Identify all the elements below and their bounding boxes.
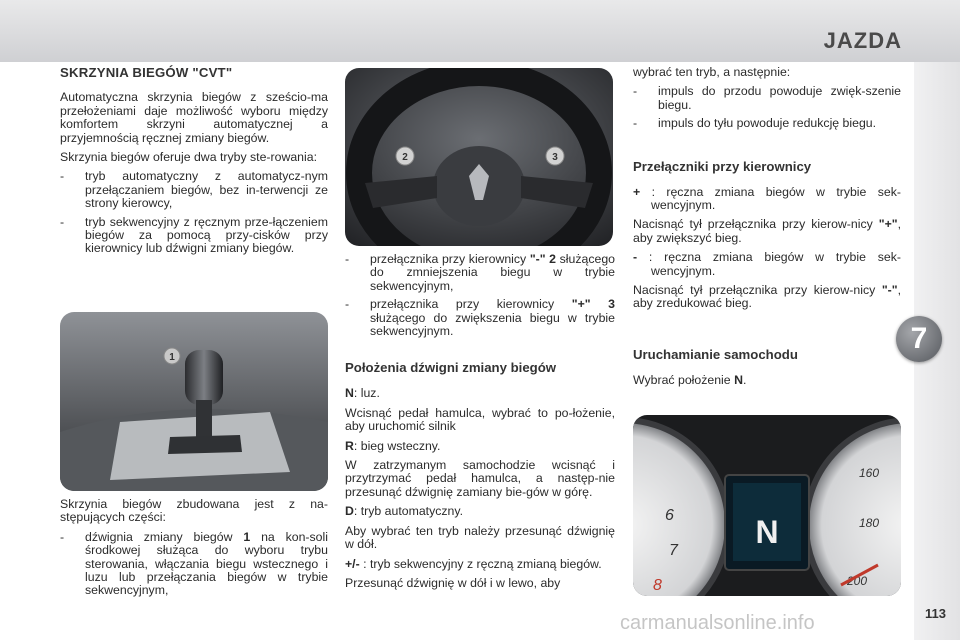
start-instruction-key: N: [734, 372, 743, 387]
minus-label: : ręczna zmiana biegów w trybie sek-wencyjnym.: [637, 250, 901, 278]
gear-callout-1: 1: [169, 352, 175, 363]
position-n-key: N: [345, 386, 354, 401]
modes-list: [60, 170, 328, 255]
column-3: [633, 66, 901, 393]
column-1-bottom: [60, 498, 328, 604]
plus-instruction-text-end: , aby zwiększyć bieg.: [633, 217, 901, 245]
paddle-plus-text: przełącznika przy kierownicy: [370, 297, 572, 312]
minus-instruction: [633, 284, 901, 311]
part-item-lever-number: 1: [243, 529, 251, 544]
paddle-plus-key: "+" 3: [571, 297, 615, 312]
position-r-text: W zatrzymanym samochodzie wcisnąć i przytrzymać pedał hamulca, a następ-nie przesunąć dźwignię zamiany bie-gów w górę.: [345, 458, 615, 499]
paddle-minus-text-end: służącego do zmniejszenia biegu w trybie sekwencyjnym,: [370, 252, 615, 293]
impulse-forward: - impuls do przodu powoduje zwięk-szenie biegu.: [633, 85, 901, 112]
minus-definitions: [633, 251, 901, 278]
part-item-lever-text: dźwignia zmiany biegów: [85, 529, 244, 544]
dash-gear-indicator: N: [755, 514, 779, 550]
paddle-minus-item: [345, 253, 615, 293]
minus-instruction-text-end: , aby zredukować bieg.: [633, 283, 901, 311]
chapter-title: JAZDA: [823, 28, 902, 53]
steering-wheel-photo: [345, 68, 613, 246]
continuation-text: wybrać ten tryb, a następnie:: [633, 65, 791, 79]
column-2: [345, 253, 615, 596]
modes-intro: Skrzynia biegów oferuje dwa tryby ste-rowania:: [60, 150, 317, 165]
parts-list: [60, 531, 328, 598]
speedo-label-160: 160: [859, 466, 880, 480]
impulse-list: [633, 85, 901, 130]
paddle-plus-item: [345, 298, 615, 338]
position-r-key: R: [345, 438, 354, 453]
paddle-plus-text-end: służącego do zwiększenia biegu w trybie sekwencyjnym.: [370, 310, 615, 339]
position-r-label: : bieg wsteczny.: [353, 438, 441, 453]
positions-list: [345, 387, 615, 590]
section-heading-positions: Położenia dźwigni zmiany biegów: [345, 360, 557, 376]
gear-lever-photo: [60, 312, 328, 491]
position-seq: [345, 558, 615, 571]
wheel-callout-3: 3: [552, 152, 558, 163]
paddles-list: [345, 253, 615, 338]
position-d-label: : tryb automatyczny.: [353, 504, 464, 519]
part-item-lever-text-end: na kon-soli środkowej służąca do wyboru trybu sterowania, włączania biegu wstecznego i luzu lub przełączania biegów w trybie sekwencyjnym,: [85, 529, 328, 598]
plus-instruction-text: Nacisnąć tył przełącznika przy kierow-nicy: [633, 217, 879, 232]
impulse-backward: - impuls do tyłu powoduje redukcję biegu.: [633, 117, 901, 130]
section-heading-cvt: SKRZYNIA BIEGÓW "CVT": [60, 65, 233, 80]
section-heading-paddles: Przełączniki przy kierownicy: [633, 158, 812, 174]
column-1: [60, 66, 328, 262]
plus-label: : ręczna zmiana biegów w trybie sek-wencyjnym.: [640, 184, 901, 213]
paddle-minus-key: "-" 2: [529, 252, 557, 266]
start-instruction-text: Wybrać położenie: [633, 372, 735, 387]
parts-intro: Skrzynia biegów zbudowana jest z na-stępujących części:: [60, 497, 328, 525]
plus-key: +: [633, 184, 641, 199]
position-n: [345, 387, 615, 400]
plus-definition: [633, 186, 901, 213]
plus-instruction-key: "+": [878, 217, 898, 232]
minus-definition: [633, 251, 901, 278]
position-seq-text: Przesunąć dźwignię w dół i w lewo, aby: [345, 575, 561, 590]
plus-instruction: [633, 218, 901, 245]
header-band: [0, 0, 960, 62]
tacho-label-6: 6: [665, 507, 674, 524]
section-heading-start: Uruchamianie samochodu: [633, 346, 798, 362]
start-instruction-text-end: .: [742, 372, 747, 387]
position-n-text: Wcisnąć pedał hamulca, wybrać to po-łożenie, aby uruchomić silnik: [345, 405, 615, 434]
paddles-definitions: [633, 186, 901, 213]
mode-item-sequential: - tryb sekwencyjny z ręcznym prze-łączeniem biegów za pomocą przy-cisków przy kierownicy lub dźwigni zmiany biegów.: [60, 216, 328, 256]
minus-key: -: [633, 250, 638, 265]
mode-item-automatic: - tryb automatyczny z automatycz-nym przełączaniem biegów, bez in-terwencji ze strony kierowcy,: [60, 170, 328, 210]
speedo-label-180: 180: [859, 516, 880, 530]
position-d-key: D: [345, 504, 354, 519]
tacho-label-8: 8: [653, 577, 662, 594]
intro-paragraph: Automatyczna skrzynia biegów z sześcio-ma przełożeniami daje możliwość wyboru między komfortem skrzyni automatycznej a przyjemnością ręcznej zmiany biegów.: [60, 90, 328, 145]
speedo-label-200: 200: [847, 574, 868, 588]
minus-instruction-key: "-": [881, 283, 898, 298]
position-seq-label: : tryb sekwencyjny z ręczną zmianą biegów.: [359, 556, 602, 571]
start-instruction: [633, 374, 901, 387]
position-n-label: : luz.: [353, 386, 380, 401]
minus-instruction-text: Nacisnąć tył przełącznika przy kierow-nicy: [633, 283, 882, 298]
part-item-lever: [60, 531, 328, 598]
wheel-callout-2: 2: [402, 152, 408, 163]
chapter-number-tab: 7: [896, 316, 942, 362]
position-d: [345, 505, 615, 518]
page-number: 113: [925, 606, 946, 621]
position-r: [345, 440, 615, 453]
tacho-label-7: 7: [669, 542, 678, 559]
instrument-cluster-photo: [633, 415, 901, 596]
position-seq-key: +/-: [345, 556, 360, 571]
position-d-text: Aby wybrać ten tryb należy przesunąć dźwignię w dół.: [345, 523, 615, 552]
watermark: carmanualsonline.info: [620, 612, 815, 634]
paddle-minus-text: przełącznika przy kierownicy: [370, 252, 530, 266]
